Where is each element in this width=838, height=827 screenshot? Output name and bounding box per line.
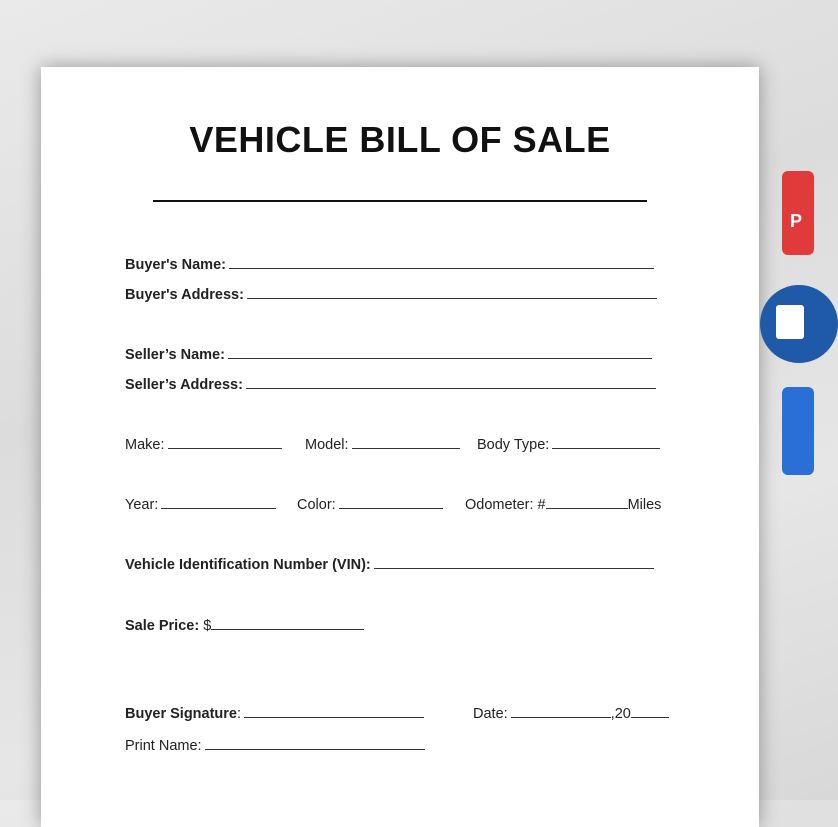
pdf-icon-letter: P (790, 211, 803, 231)
body-type-field[interactable] (552, 436, 660, 449)
odometer-field[interactable] (546, 496, 628, 509)
word-icon-page (776, 305, 804, 339)
pdf-file-icon (782, 171, 814, 255)
seller-name-label: Seller’s Name: (125, 347, 225, 363)
word-file-icon (760, 285, 838, 363)
print-name-row (125, 737, 425, 754)
seller-address-field[interactable] (246, 376, 656, 389)
currency-symbol: $ (203, 618, 212, 634)
date-row (473, 705, 669, 722)
buyer-address-label: Buyer's Address: (125, 287, 244, 303)
odometer-label: Odometer: # (465, 497, 546, 513)
model-row (305, 436, 460, 453)
year-label: Year: (125, 497, 159, 513)
google-docs-icon (782, 387, 814, 475)
buyer-signature-row (125, 705, 424, 722)
buyer-signature-label: Buyer Signature (125, 706, 237, 722)
document-page (41, 67, 759, 827)
color-row (297, 496, 443, 513)
vin-row (125, 556, 654, 573)
print-name-label: Print Name: (125, 738, 202, 754)
year-row (125, 496, 276, 513)
print-name-field[interactable] (205, 737, 425, 750)
sale-price-field[interactable] (211, 617, 364, 630)
year-field[interactable] (161, 496, 276, 509)
buyer-name-field[interactable] (229, 256, 654, 269)
sale-price-row (125, 617, 364, 634)
buyer-signature-colon: : (237, 706, 242, 722)
vin-label: Vehicle Identification Number (VIN): (125, 557, 371, 573)
vin-field[interactable] (374, 556, 654, 569)
make-row (125, 436, 282, 453)
seller-name-field[interactable] (228, 346, 652, 359)
body-type-label: Body Type: (477, 437, 550, 453)
buyer-name-row (125, 256, 654, 273)
model-label: Model: (305, 437, 349, 453)
color-field[interactable] (339, 496, 443, 509)
buyer-name-label: Buyer's Name: (125, 257, 226, 273)
model-field[interactable] (352, 436, 460, 449)
document-title: VEHICLE BILL OF SALE (189, 119, 611, 160)
color-label: Color: (297, 497, 336, 513)
odometer-row (465, 496, 661, 513)
buyer-signature-field[interactable] (244, 705, 424, 718)
date-label: Date: (473, 706, 508, 722)
body-type-row (477, 436, 660, 453)
title-underline (153, 200, 647, 202)
sale-price-label: Sale Price: (125, 618, 200, 634)
make-field[interactable] (168, 436, 282, 449)
make-label: Make: (125, 437, 165, 453)
miles-label: Miles (627, 497, 662, 513)
seller-address-label: Seller’s Address: (125, 377, 243, 393)
date-year-field[interactable] (631, 705, 669, 718)
date-year-prefix: ,20 (610, 706, 631, 722)
date-field[interactable] (511, 705, 611, 718)
seller-address-row (125, 376, 656, 393)
buyer-address-field[interactable] (247, 286, 657, 299)
seller-name-row (125, 346, 652, 363)
buyer-address-row (125, 286, 657, 303)
